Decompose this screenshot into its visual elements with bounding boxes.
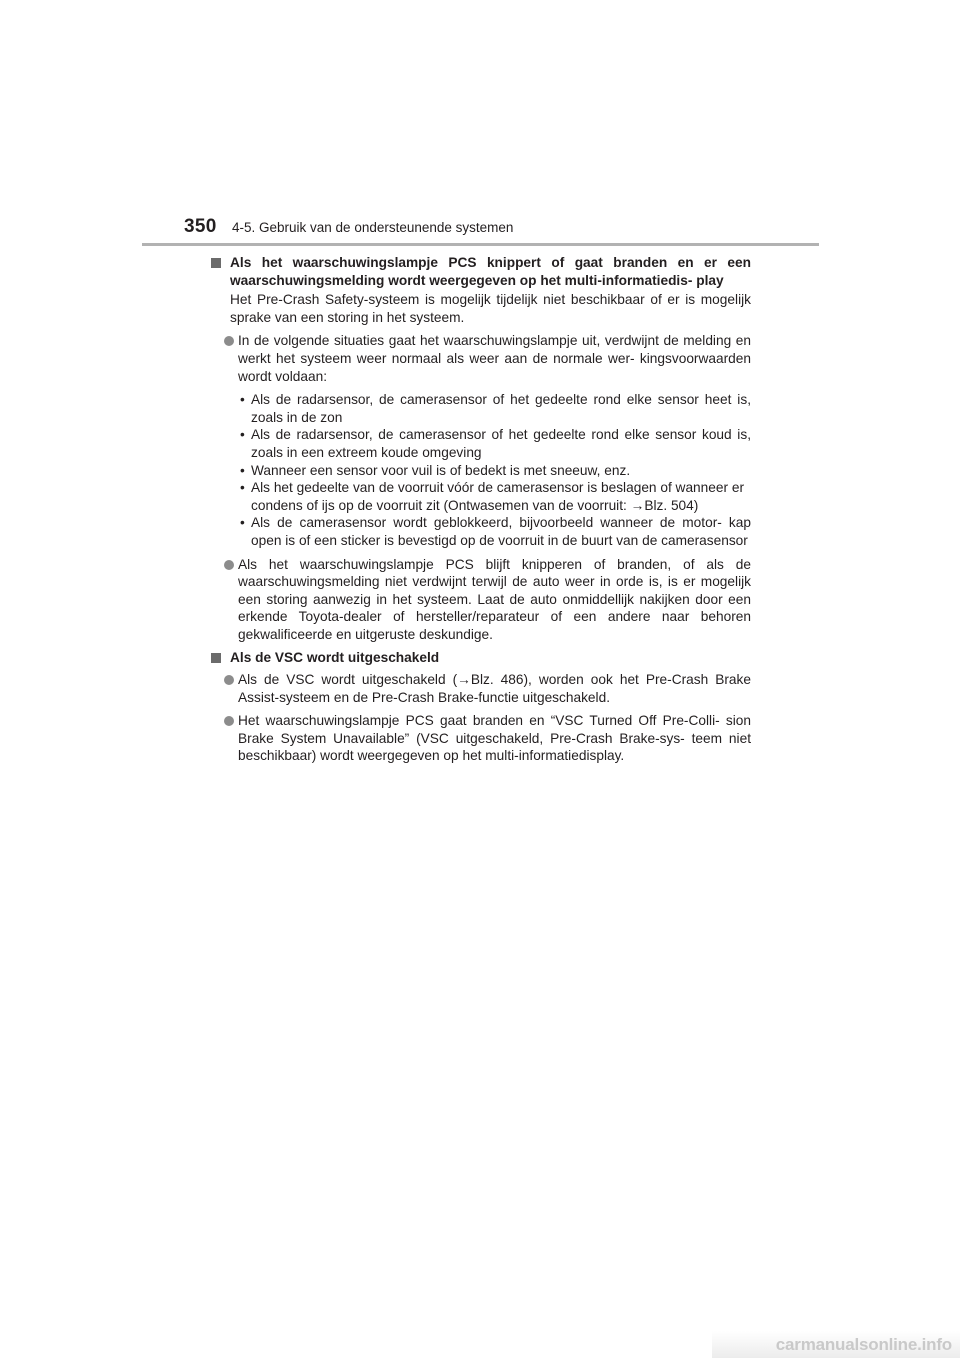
circle-bullet-icon bbox=[224, 336, 234, 346]
bullet-item bbox=[211, 712, 751, 765]
sub-bullet-marker: • bbox=[240, 392, 245, 408]
section-heading-pcs bbox=[211, 254, 751, 289]
watermark-text: carmanualsonline.info bbox=[775, 1335, 952, 1354]
watermark bbox=[712, 1331, 960, 1358]
sub-item bbox=[211, 479, 751, 514]
page-content bbox=[211, 254, 751, 765]
sub-item-text: Wanneer een sensor voor vuil is of bedekt is met sneeuw, enz. bbox=[251, 462, 631, 478]
sub-item-text: Als de camerasensor wordt geblokkeerd, bijvoorbeeld wanneer de motor- kap open is of een sticker is bevestigd op de voorruit in de buurt van de camerasensor bbox=[251, 515, 751, 548]
sub-item bbox=[211, 462, 751, 480]
sub-bullet-marker: • bbox=[240, 480, 245, 496]
section-intro: Het Pre-Crash Safety-systeem is mogelijk tijdelijk niet beschikbaar of er is mogelijk sprake van een storing in het systeem. bbox=[230, 292, 751, 325]
bullet-text: Als de VSC wordt uitgeschakeld (→Blz. 486), worden ook het Pre-Crash Brake Assist-systeem en de Pre-Crash Brake-functie uitgeschakeld. bbox=[238, 672, 751, 705]
section-title: 4-5. Gebruik van de ondersteunende systemen bbox=[232, 220, 514, 235]
sub-item bbox=[211, 426, 751, 461]
square-bullet-icon bbox=[211, 653, 221, 663]
bullet-text: Als het waarschuwingslampje PCS blijft knipperen of branden, of als de waarschuwingsmelding niet verdwijnt terwijl de auto weer in orde is, is er mogelijk een storing aanwezig in het systeem. Laat de auto onmiddellijk nakijken door een erkende Toyota-dealer of hersteller/reparateur of een andere naar behoren gekwalificeerde en uitgeruste deskundige. bbox=[238, 556, 751, 642]
page-number: 350 bbox=[184, 216, 217, 237]
sub-bullet-marker: • bbox=[240, 427, 245, 443]
bullet-text: Het waarschuwingslampje PCS gaat branden en “VSC Turned Off Pre-Colli- sion Brake System Unavailable” (VSC uitgeschakeld, Pre-Crash Brake-sys- teem niet beschikbaar) wordt weergegeven op het multi-informatiedisplay. bbox=[238, 713, 751, 764]
circle-bullet-icon bbox=[224, 675, 234, 685]
sub-bullet-marker: • bbox=[240, 515, 245, 531]
bullet-text: In de volgende situaties gaat het waarschuwingslampje uit, verdwijnt de melding en werkt het systeem weer normaal als weer aan de normale wer- kingsvoorwaarden wordt voldaan: bbox=[238, 333, 751, 384]
sub-item-text: Als het gedeelte van de voorruit vóór de camerasensor is beslagen of wanneer er condens of ijs op de voorruit zit (Ontwasemen van de voorruit: →Blz. 504) bbox=[251, 480, 745, 513]
sub-item bbox=[211, 514, 751, 549]
bullet-item bbox=[211, 332, 751, 385]
header-rule bbox=[142, 243, 819, 246]
circle-bullet-icon bbox=[224, 716, 234, 726]
sub-item bbox=[211, 391, 751, 426]
heading-text: Als de VSC wordt uitgeschakeld bbox=[230, 650, 440, 666]
heading-text: Als het waarschuwingslampje PCS knippert of gaat branden en er een waarschuwingsmelding wordt weergegeven op het multi-informatiedis- play bbox=[230, 255, 751, 288]
bullet-item bbox=[211, 556, 751, 644]
sub-bullet-marker: • bbox=[240, 462, 245, 478]
sub-item-text: Als de radarsensor, de camerasensor of het gedeelte rond elke sensor koud is, zoals in een extreem koude omgeving bbox=[251, 427, 751, 460]
circle-bullet-icon bbox=[224, 560, 234, 570]
section-heading-vsc bbox=[211, 649, 751, 667]
bullet-item bbox=[211, 671, 751, 706]
square-bullet-icon bbox=[211, 258, 221, 268]
sub-item-text: Als de radarsensor, de camerasensor of het gedeelte rond elke sensor heet is, zoals in de zon bbox=[251, 392, 751, 425]
page-header bbox=[184, 214, 824, 246]
